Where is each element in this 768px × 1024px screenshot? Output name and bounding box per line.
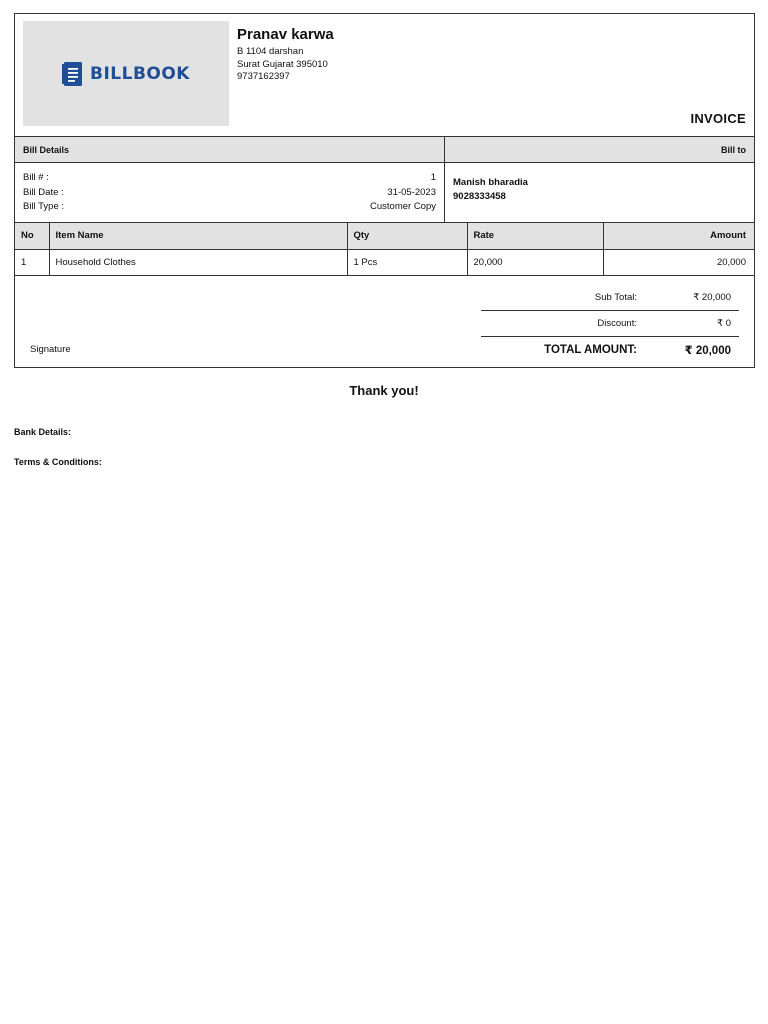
item-name: Household Clothes: [49, 249, 347, 275]
signature-label: Signature: [30, 343, 71, 355]
logo-mark: [62, 61, 190, 87]
total-amount-value: ₹ 20,000: [684, 344, 731, 357]
bill-type-value: Customer Copy: [370, 201, 436, 212]
business-info: [237, 26, 334, 84]
invoice-header: [15, 14, 754, 137]
business-logo: [23, 21, 229, 126]
bill-details-heading: Bill Details: [15, 137, 445, 162]
column-header-qty: Qty: [347, 223, 467, 249]
table-row: [15, 249, 754, 275]
items-header-row: [15, 223, 754, 249]
total-amount-label: TOTAL AMOUNT:: [544, 343, 637, 356]
bill-type-row: [23, 200, 436, 215]
totals-area: [15, 276, 754, 367]
bill-type-label: Bill Type :: [23, 201, 65, 212]
document-title: INVOICE: [690, 111, 746, 126]
items-table: [15, 223, 754, 276]
bank-details-label: Bank Details:: [14, 427, 72, 437]
discount-label: Discount:: [597, 317, 637, 329]
bill-to: [445, 163, 754, 222]
thank-you-message: Thank you!: [349, 383, 419, 398]
bill-to-heading: Bill to: [721, 144, 746, 155]
business-address-line2: Surat Gujarat 395010: [237, 58, 328, 70]
document-icon: [62, 61, 84, 87]
discount-row: [481, 311, 739, 337]
customer-name: Manish bharadia: [453, 177, 528, 188]
column-header-item-name: Item Name: [49, 223, 347, 249]
customer-phone: 9028333458: [453, 190, 506, 202]
column-header-rate: Rate: [467, 223, 603, 249]
bill-date-value: 31-05-2023: [387, 186, 436, 198]
bill-date-label: Bill Date :: [23, 186, 64, 198]
total-row: [481, 337, 739, 363]
item-qty: 1 Pcs: [347, 249, 467, 275]
item-amount: 20,000: [603, 249, 754, 275]
subtotal-row: [481, 285, 739, 311]
totals-summary: [481, 285, 739, 363]
item-rate: 20,000: [467, 249, 603, 275]
discount-value: ₹ 0: [717, 317, 731, 329]
business-name: Pranav karwa: [237, 26, 334, 43]
terms-conditions-label: Terms & Conditions:: [14, 457, 102, 467]
bill-number-row: [23, 171, 436, 186]
bill-number-value: 1: [430, 172, 436, 183]
business-address-line1: B 1104 darshan: [237, 46, 304, 57]
bill-date-row: [23, 186, 436, 201]
column-header-no: No: [15, 223, 49, 249]
subtotal-label: Sub Total:: [594, 291, 637, 303]
subtotal-value: ₹ 20,000: [693, 291, 731, 303]
business-phone: 9737162397: [237, 71, 290, 82]
logo-text: BILLBOOK: [90, 63, 190, 84]
column-header-amount: Amount: [603, 223, 754, 249]
invoice-document: [14, 13, 755, 368]
item-no: 1: [15, 249, 49, 275]
bill-details: [15, 163, 445, 222]
bill-number-label: Bill # :: [23, 172, 49, 183]
bill-section-header: [15, 137, 754, 163]
bill-section-body: [15, 163, 754, 223]
